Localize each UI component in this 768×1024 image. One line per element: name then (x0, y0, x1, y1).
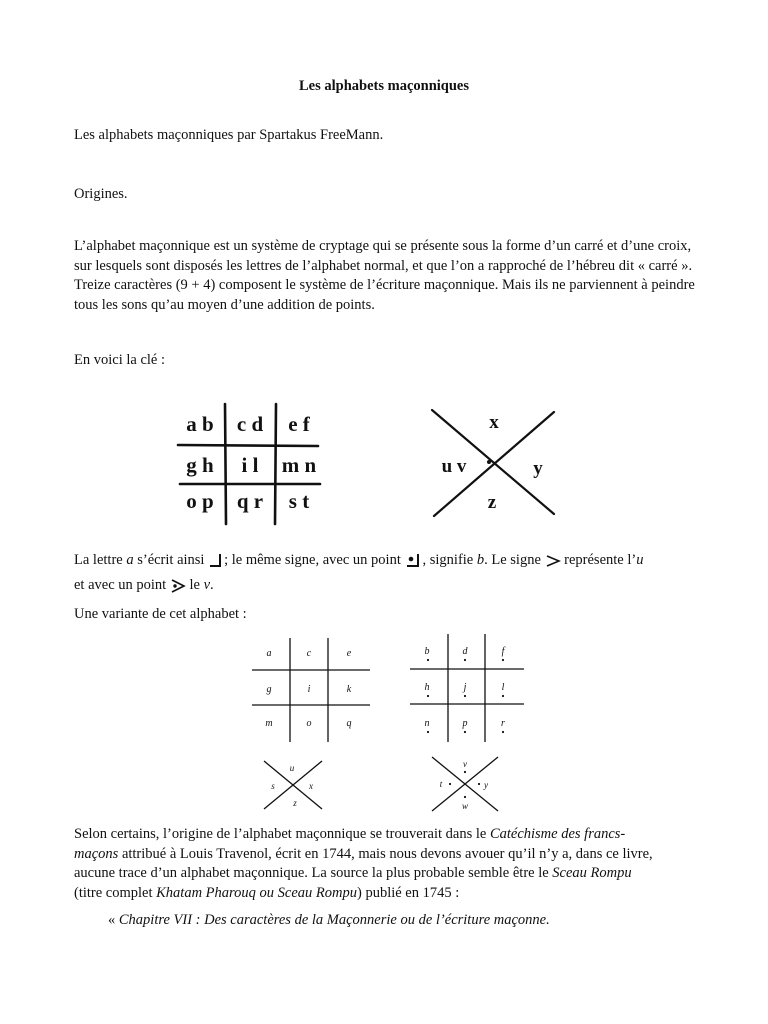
variant-cross-2-bottom: w (461, 801, 469, 811)
variant-grid-2 (408, 632, 526, 744)
key-cross-left: u v (441, 456, 467, 477)
variant-grid-1-cell: o (306, 718, 312, 729)
key-intro: En voici la clé : (74, 352, 165, 368)
origin-paragraph: Selon certains, l’origine de l’alphabet maçonnique se trouverait dans le Catéchisme des francs- maçons attribué à Louis Travenol, écrit en 1744, mais nous devons avouer qu’il n’y a, dans ce livre, aucune trace d’un alphabet maçonnique. La source la plus probable semble être le Sceau Rompu (titre complet Khatam Pharouq ou Sceau Rompu) publié en 1745 : (74, 826, 653, 901)
variant-cross-2-right: y (484, 780, 488, 790)
variant-grid-1-cell: c (306, 648, 312, 659)
variant-grid-2-cell: d (462, 646, 468, 657)
key-grid-cell: i l (241, 453, 259, 477)
section-heading: Origines. (74, 186, 128, 202)
variant-grid-2-cell: n (424, 718, 430, 729)
variant-grid-1 (250, 636, 372, 744)
variant-grid-2-cell: r (501, 718, 505, 729)
variant-cross-2 (428, 754, 502, 814)
variant-grid-1-cell: m (265, 718, 273, 729)
variant-grid-1-cell: i (307, 684, 311, 695)
key-grid-cell: c d (236, 412, 264, 436)
glyph-u-icon (545, 554, 561, 568)
key-cross-bottom: z (487, 492, 497, 513)
variant-grid-1-cell: k (346, 684, 352, 695)
letter-v: v (203, 577, 210, 593)
key-grid-cell: o p (186, 489, 214, 513)
subtitle: Les alphabets maçonniques par Spartakus FreeMann. (74, 127, 384, 143)
variant-grid-2-cell: h (424, 682, 430, 693)
key-grid-cell: m n (281, 453, 317, 477)
key-grid-cell: e f (288, 412, 310, 436)
variant-cross-1-left: s (271, 781, 275, 791)
key-grid-cell: a b (186, 412, 214, 436)
variant-grid-1-cell: e (346, 648, 352, 659)
variant-grid-2-cell: p (462, 718, 468, 729)
variant-grid-2-cell: b (424, 646, 430, 657)
variant-cross-2-top: v (463, 759, 467, 769)
variant-cross-1 (260, 758, 326, 812)
glyph-explanation-line2: et avec un point le v. (74, 577, 214, 593)
variant-intro: Une variante de cet alphabet : (74, 606, 247, 622)
key-grid-figure (172, 400, 324, 528)
variant-grid-1-cell: q (346, 718, 352, 729)
variant-grid-2-cell: l (501, 682, 505, 693)
letter-b: b (476, 552, 485, 568)
variant-grid-2-cell: f (501, 646, 505, 657)
glyph-b-icon (405, 552, 423, 570)
variant-cross-2-left: t (439, 779, 443, 789)
variant-cross-1-top: u (289, 763, 295, 773)
letter-a: a (126, 552, 134, 568)
intro-paragraph: L’alphabet maçonnique est un système de cryptage qui se présente sous la forme d’un carré et d’une croix, sur lesquels sont disposés les lettres de l’alphabet normal, et que l’on a rapproché de l’hébreu dit « carré ». Treize caractères (9 + 4) composent le système de l’écriture maçonnique. Mais ils ne parviennent à peindre tous les sons qu’au moyen d’une addition de points. (74, 238, 695, 313)
variant-grid-1-cell: a (266, 648, 272, 659)
quote-line: « Chapitre VII : Des caractères de la Maçonnerie ou de l’écriture maçonne. (108, 912, 550, 928)
key-cross-top: x (489, 412, 499, 433)
variant-grid-2-cell: j (463, 682, 467, 693)
variant-grid-1-cell: g (266, 684, 272, 695)
variant-cross-1-bottom: z (293, 798, 297, 808)
key-grid-cell: s t (288, 489, 310, 513)
key-grid-cell: g h (186, 453, 214, 477)
document-title: Les alphabets maçonniques (298, 78, 469, 94)
glyph-a-icon (208, 553, 224, 569)
key-cross-figure (426, 404, 562, 522)
key-grid-cell: q r (236, 489, 264, 513)
variant-cross-1-right: x (309, 781, 313, 791)
glyph-v-icon (170, 578, 186, 594)
glyph-explanation-line1: La lettre a s’écrit ainsi ; le même signe, avec un point , signifie b. Le signe représente l’u (74, 552, 644, 568)
key-cross-right: y (533, 458, 543, 479)
letter-u: u (636, 552, 644, 568)
